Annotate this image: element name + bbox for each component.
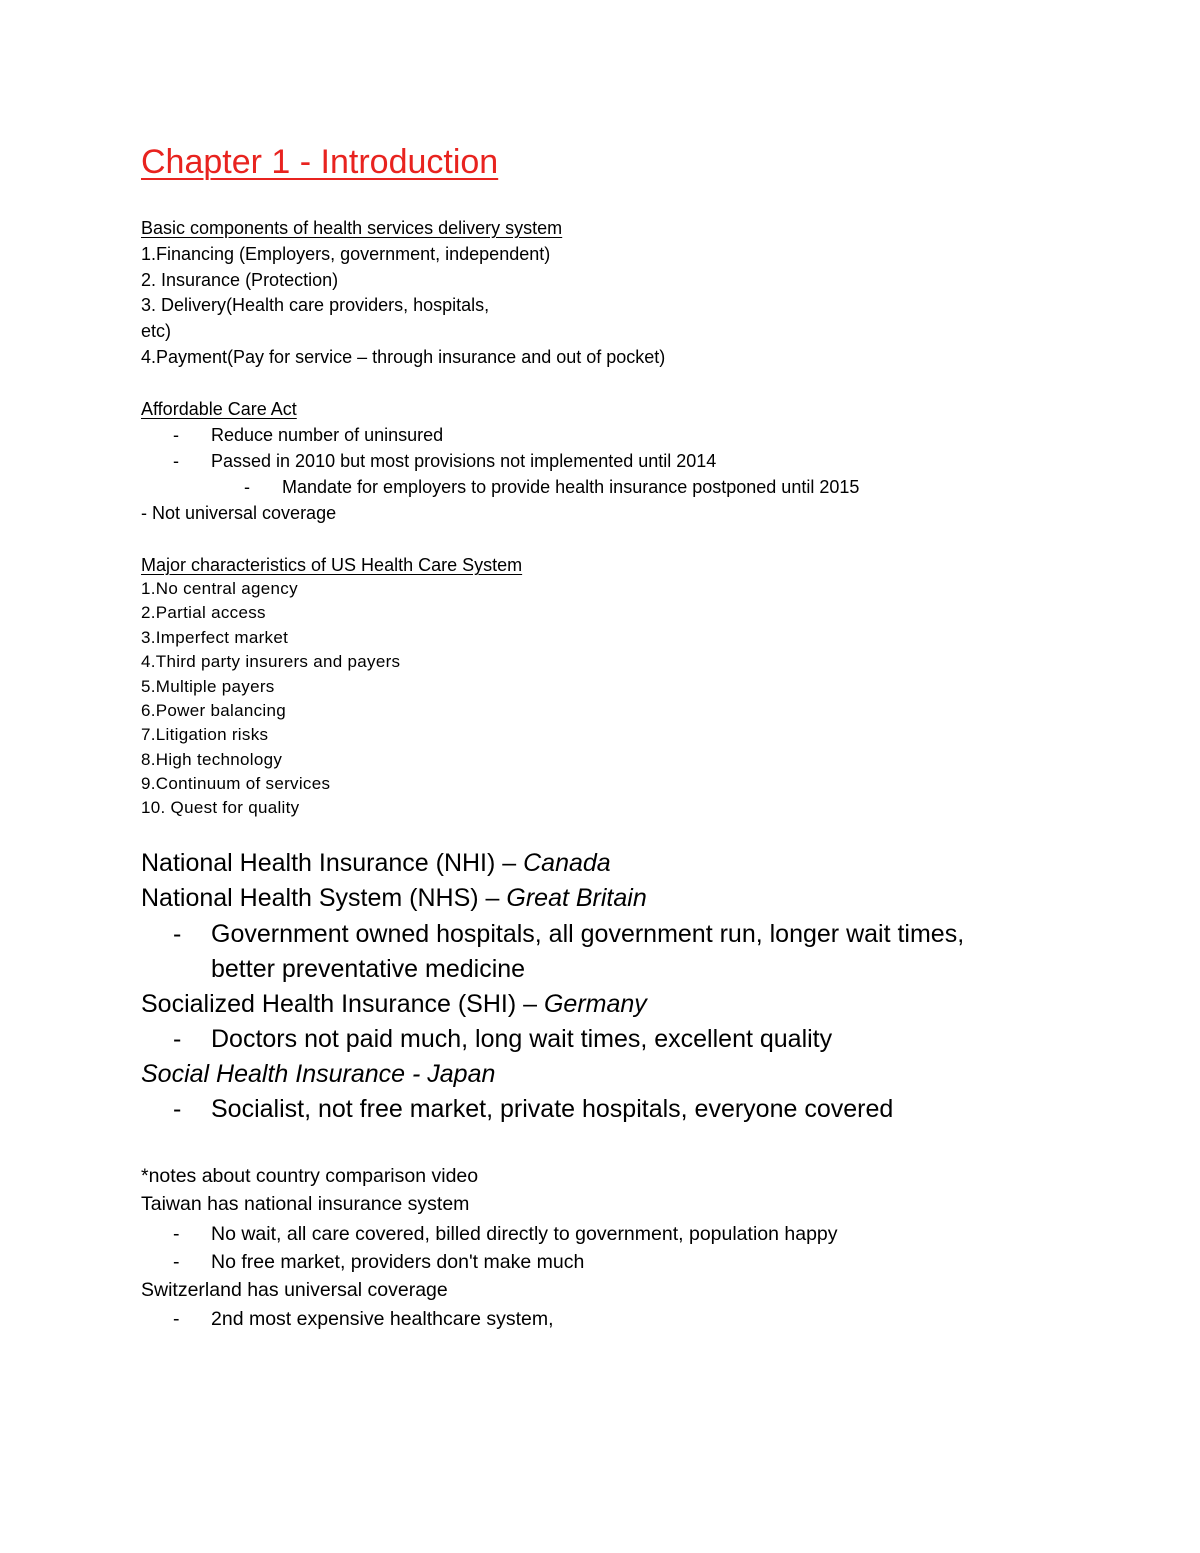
bullet-dash: - bbox=[173, 1223, 180, 1245]
nhi-label: National Health Insurance (NHI) – bbox=[141, 849, 524, 877]
list-item: 8.High technology bbox=[141, 750, 283, 769]
list-item: 9.Continuum of services bbox=[141, 774, 331, 793]
list-item: 3.Imperfect market bbox=[141, 628, 289, 647]
nhs-line bbox=[141, 882, 647, 914]
list-item: 3. Delivery(Health care providers, hospitals, bbox=[141, 295, 490, 315]
nhi-country: Canada bbox=[523, 849, 611, 877]
list-item: 2. Insurance (Protection) bbox=[141, 270, 339, 290]
nhs-label: National Health System (NHS) – bbox=[141, 884, 507, 912]
bullet-dash: - bbox=[173, 1251, 180, 1273]
nhi-line bbox=[141, 847, 611, 879]
list-item: 10. Quest for quality bbox=[141, 798, 300, 817]
bullet-dash: - bbox=[244, 477, 250, 497]
bullet-item: No free market, providers don't make much bbox=[211, 1251, 585, 1273]
nhs-country: Great Britain bbox=[506, 884, 647, 912]
bullet-item: Government owned hospitals, all government run, longer wait times, bbox=[211, 920, 965, 948]
shi-label: Socialized Health Insurance (SHI) – bbox=[141, 990, 544, 1018]
list-item: 7.Litigation risks bbox=[141, 725, 269, 744]
sub-bullet-item: Mandate for employers to provide health insurance postponed until 2015 bbox=[282, 477, 860, 497]
bullet-dash: - bbox=[173, 1308, 180, 1330]
bullet-item: - Not universal coverage bbox=[141, 503, 337, 523]
section-heading-affordable-care-act: Affordable Care Act bbox=[141, 399, 297, 419]
bullet-dash: - bbox=[173, 451, 179, 471]
list-item: etc) bbox=[141, 321, 172, 341]
bullet-dash: - bbox=[173, 425, 179, 445]
taiwan-line: Taiwan has national insurance system bbox=[141, 1193, 470, 1215]
section-heading-major-characteristics: Major characteristics of US Health Care System bbox=[141, 555, 523, 575]
section-heading-basic-components: Basic components of health services delivery system bbox=[141, 218, 563, 238]
bullet-item: Doctors not paid much, long wait times, excellent quality bbox=[211, 1025, 833, 1053]
list-item: 1.Financing (Employers, government, independent) bbox=[141, 244, 551, 264]
bullet-dash: - bbox=[173, 1095, 182, 1123]
bullet-item: Socialist, not free market, private hospitals, everyone covered bbox=[211, 1095, 894, 1123]
japan-line: Social Health Insurance - Japan bbox=[141, 1060, 496, 1088]
note-line: *notes about country comparison video bbox=[141, 1165, 479, 1187]
bullet-dash: - bbox=[173, 1025, 182, 1053]
list-item: 1.No central agency bbox=[141, 579, 298, 598]
page-title: Chapter 1 - Introduction bbox=[141, 143, 499, 181]
switzerland-line: Switzerland has universal coverage bbox=[141, 1279, 448, 1301]
shi-country: Germany bbox=[543, 990, 647, 1018]
bullet-item: 2nd most expensive healthcare system, bbox=[211, 1308, 554, 1330]
bullet-item: No wait, all care covered, billed directly to government, population happy bbox=[211, 1223, 838, 1245]
list-item: 2.Partial access bbox=[141, 603, 266, 622]
bullet-dash: - bbox=[173, 920, 182, 948]
bullet-item: Passed in 2010 but most provisions not implemented until 2014 bbox=[211, 451, 717, 471]
list-item: 4.Third party insurers and payers bbox=[141, 652, 401, 671]
list-item: 5.Multiple payers bbox=[141, 677, 275, 696]
bullet-item-continued: better preventative medicine bbox=[211, 955, 526, 983]
list-item: 6.Power balancing bbox=[141, 701, 286, 720]
shi-line bbox=[141, 988, 647, 1020]
list-item: 4.Payment(Pay for service – through insurance and out of pocket) bbox=[141, 347, 666, 367]
bullet-item: Reduce number of uninsured bbox=[211, 425, 444, 445]
